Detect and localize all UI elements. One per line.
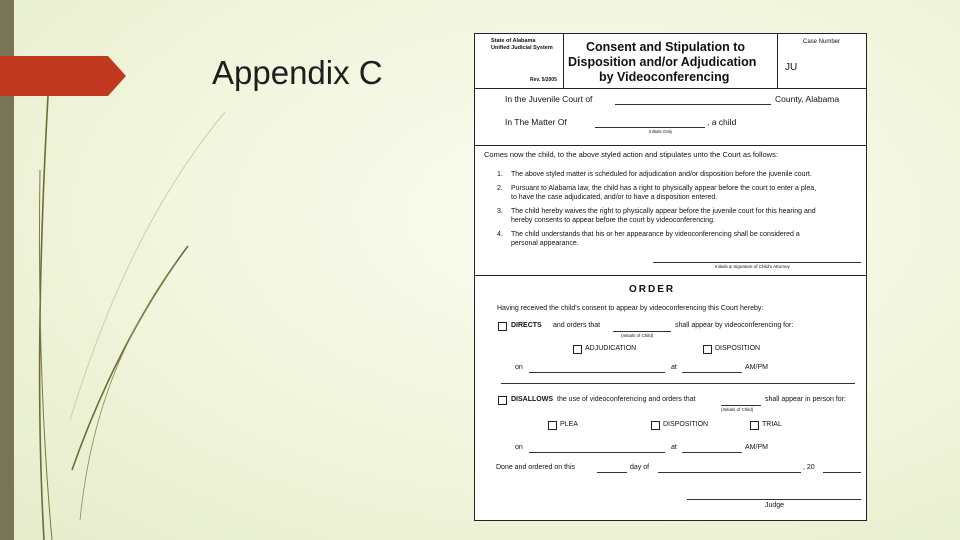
month-blank [658, 472, 801, 473]
directs-text: and orders that [553, 322, 601, 329]
day-blank [597, 472, 627, 473]
disallows-text: the use of videoconferencing and orders that [557, 396, 696, 403]
form-title-line3: by Videoconferencing [599, 70, 730, 84]
disallows-label: DISALLOWS [511, 396, 553, 403]
trial-label: TRIAL [762, 421, 782, 428]
disallows-on-label: on [515, 444, 523, 451]
item-3-number: 3. [497, 208, 503, 215]
disposition-label-1: DISPOSITION [715, 345, 761, 352]
matter-line-prefix: In The Matter Of [505, 117, 567, 127]
item-4-text-line2: personal appearance. [511, 240, 579, 247]
county-blank [615, 104, 771, 105]
item-2-text-line1: Pursuant to Alabama law, the child has a right to physically appear before the court to enter a plea, [511, 185, 817, 192]
header-bottom-rule [475, 88, 866, 89]
item-3-text-line2: hereby consents to appear before the court by videoconferencing. [511, 217, 715, 224]
order-intro: Having received the child's consent to appear by videoconferencing this Court hereby: [497, 305, 764, 312]
directs-date-blank [529, 372, 665, 373]
consent-form-document [474, 33, 867, 521]
item-3-text-line1: The child hereby waives the right to physically appear before the juvenile court for this hearing and [511, 208, 816, 215]
item-1-text: The above styled matter is scheduled for adjudication and/or disposition before the juvenile court. [511, 171, 812, 178]
order-separator-line [501, 383, 855, 384]
section-rule-1 [475, 145, 866, 146]
state-label: State of Alabama [491, 38, 536, 44]
child-initials-blank [595, 127, 705, 128]
form-title-line1: Consent and Stipulation to [586, 40, 746, 54]
initials-only-caption: Initials Only [649, 129, 673, 134]
plea-label: PLEA [560, 421, 578, 428]
header-divider-left [563, 34, 564, 88]
year-blank [823, 472, 861, 473]
court-line-prefix: In the Juvenile Court of [505, 94, 593, 104]
matter-line-suffix: , a child [707, 117, 737, 127]
day-of-label: day of [630, 464, 650, 471]
directs-ampm-label: AM/PM [745, 364, 768, 371]
directs-initials-caption: (Initials of Child) [621, 333, 654, 338]
disallows-after-text: shall appear in person for: [765, 396, 846, 403]
adjudication-label: ADJUDICATION [585, 345, 637, 352]
directs-at-label: at [671, 364, 677, 371]
judge-label: Judge [765, 502, 785, 509]
disallows-time-blank [682, 452, 742, 453]
item-4-text-line1: The child understands that his or her appearance by videoconferencing shall be considered a [511, 231, 800, 238]
directs-time-blank [682, 372, 742, 373]
disallows-initials-caption: (Initials of Child) [721, 407, 754, 412]
case-number-label: Case Number [803, 39, 841, 45]
directs-checkbox[interactable] [498, 322, 507, 331]
disposition-checkbox-1[interactable] [703, 345, 712, 354]
disallows-date-blank [529, 452, 665, 453]
directs-label: DIRECTS [511, 322, 542, 329]
court-line-suffix: County, Alabama [775, 94, 840, 104]
disallows-initials-blank [721, 405, 761, 406]
disallows-at-label: at [671, 444, 677, 451]
judge-signature-line [687, 499, 861, 500]
year-label: , 20 [803, 464, 815, 471]
plea-checkbox[interactable] [548, 421, 557, 430]
item-1-number: 1. [497, 171, 503, 178]
trial-checkbox[interactable] [750, 421, 759, 430]
form-title-line2: Disposition and/or Adjudication [568, 55, 757, 69]
attorney-signature-caption: Initials & Signature of Child's Attorney [715, 264, 790, 269]
order-heading: ORDER [629, 284, 676, 295]
revision-label: Rev. 5/2005 [530, 77, 557, 83]
system-label: Unified Judicial System [491, 45, 553, 51]
case-prefix: JU [785, 62, 798, 73]
intro-text: Comes now the child, to the above styled action and stipulates unto the Court as follows: [484, 150, 778, 159]
disallows-checkbox[interactable] [498, 396, 507, 405]
directs-after-text: shall appear by videoconferencing for: [675, 322, 794, 329]
slide-title: Appendix C [212, 54, 383, 91]
item-2-number: 2. [497, 185, 503, 192]
disposition-checkbox-2[interactable] [651, 421, 660, 430]
adjudication-checkbox[interactable] [573, 345, 582, 354]
section-rule-2 [475, 275, 866, 276]
item-4-number: 4. [497, 231, 503, 238]
item-2-text-line2: to have the case adjudicated, and/or to have a disposition entered. [511, 194, 718, 201]
disposition-label-2: DISPOSITION [663, 421, 709, 428]
directs-on-label: on [515, 364, 523, 371]
done-prefix: Done and ordered on this [496, 464, 575, 471]
disallows-ampm-label: AM/PM [745, 444, 768, 451]
header-divider-right [777, 34, 778, 88]
attorney-signature-line [653, 262, 861, 263]
directs-initials-blank [613, 331, 671, 332]
